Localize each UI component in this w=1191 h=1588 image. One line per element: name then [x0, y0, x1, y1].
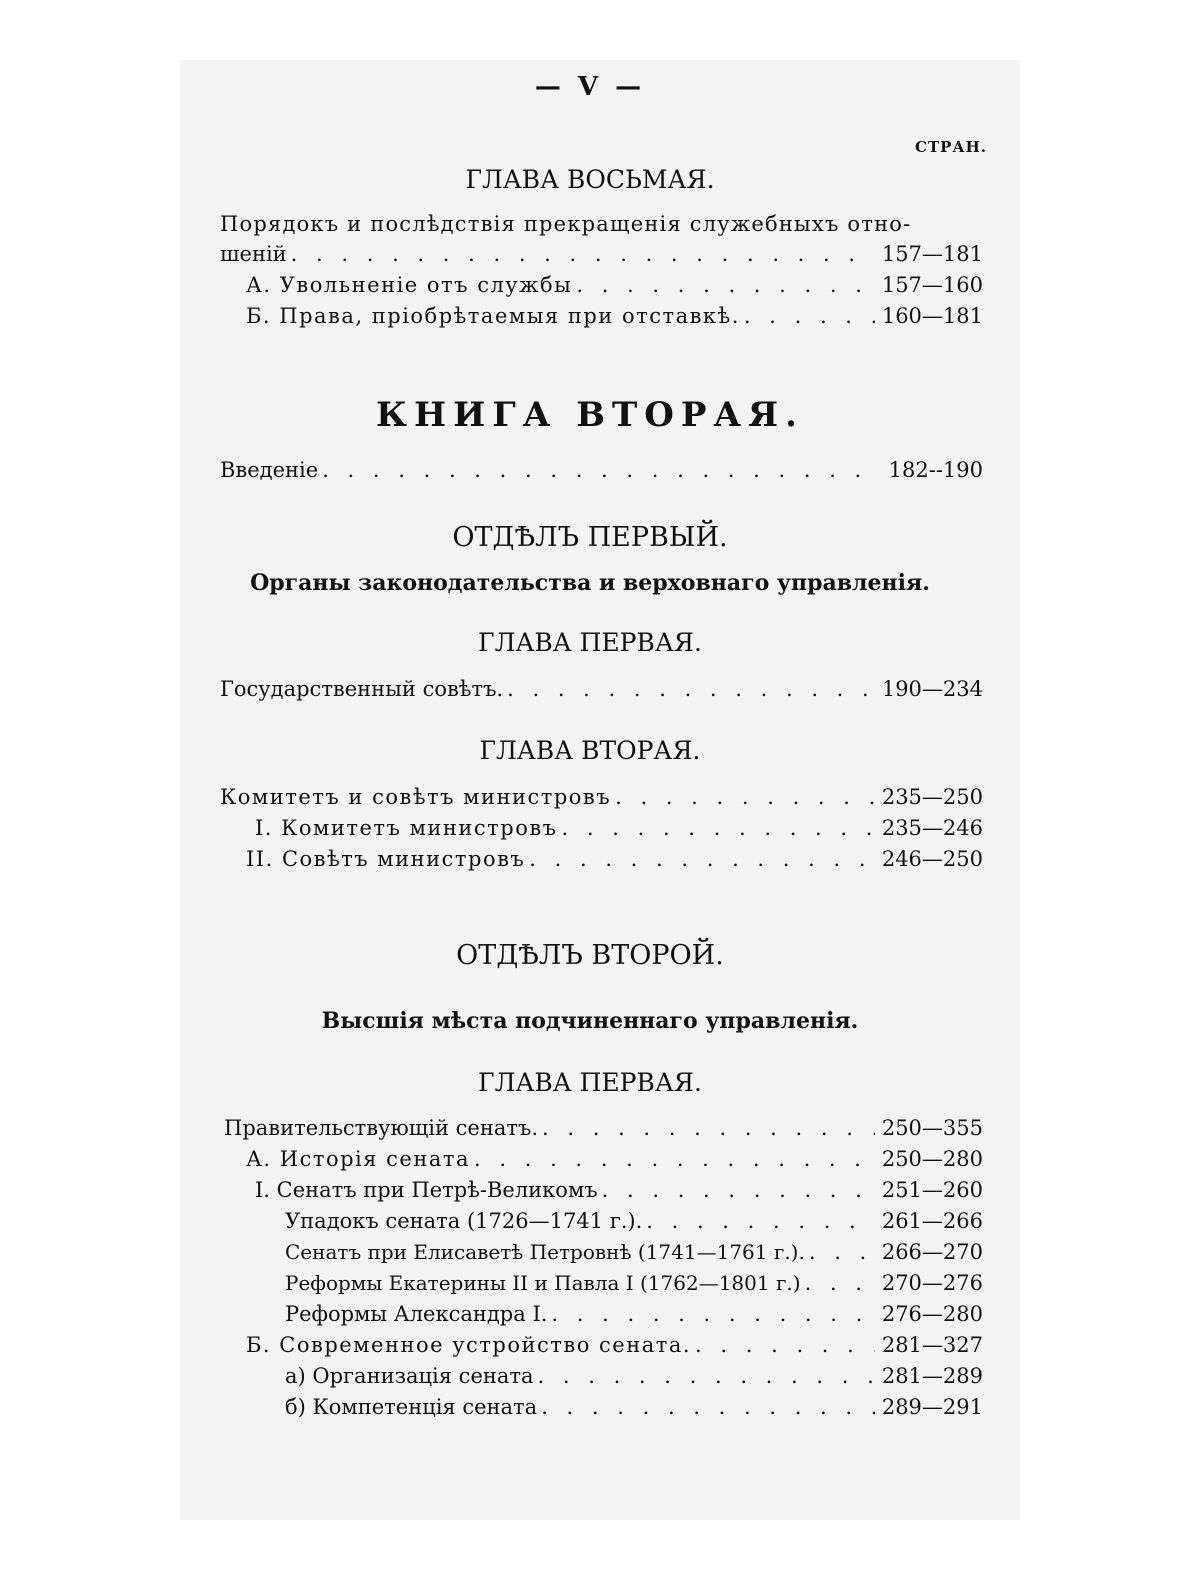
toc-entry-label: Б. Современное устройство сената. — [246, 1333, 692, 1357]
book-two-heading: КНИГА ВТОРАЯ. — [376, 395, 804, 435]
toc-page-range: 250—280 — [881, 1147, 983, 1171]
toc-entry[interactable] — [220, 458, 983, 488]
toc-entry[interactable] — [224, 1116, 983, 1146]
toc-entry-line: Порядокъ и послѣдствія прекращенія служебныхъ отно- — [220, 212, 912, 236]
toc-page-range: 160—181 — [881, 304, 983, 328]
chapter-heading: ГЛАВА ПЕРВАЯ. — [478, 628, 702, 657]
toc-entry-label: б) Компетенція сената — [285, 1395, 538, 1419]
dot-leader — [538, 1364, 875, 1388]
toc-entry-label: Сенатъ при Елисаветѣ Петровнѣ (1741—1761 г.). — [285, 1240, 805, 1264]
toc-entry[interactable] — [246, 847, 983, 877]
department-two-subtitle: Высшія мѣста подчиненнаго управленія. — [321, 1008, 859, 1034]
toc-entry-label: Введеніе — [220, 458, 319, 482]
toc-entry-label: I. Комитетъ министровъ — [255, 816, 558, 840]
toc-page-range: 266—270 — [881, 1240, 983, 1264]
dot-leader — [805, 1271, 875, 1295]
toc-page-range: 250—355 — [881, 1116, 983, 1140]
toc-entry-label: II. Совѣтъ министровъ — [246, 847, 526, 871]
toc-page-range: 182--190 — [888, 458, 983, 482]
toc-entry-label: Реформы Екатерины II и Павла I (1762—1801 г.) — [285, 1271, 801, 1295]
dot-leader — [507, 677, 875, 701]
toc-page-range: 281—289 — [881, 1364, 983, 1388]
toc-entry[interactable] — [285, 1240, 983, 1270]
toc-entry-label: А. Исторія сената — [246, 1147, 471, 1171]
toc-page-range: 251—260 — [881, 1178, 983, 1202]
toc-entry-label: Упадокъ сената (1726—1741 г.). — [285, 1209, 643, 1233]
toc-page-range: 157—160 — [881, 273, 983, 297]
toc-page-range: 289—291 — [881, 1395, 983, 1419]
toc-entry[interactable] — [285, 1395, 983, 1425]
dot-leader — [529, 847, 875, 871]
dot-leader — [744, 304, 875, 328]
toc-page-range: 235—246 — [881, 816, 983, 840]
toc-entry[interactable] — [285, 1209, 983, 1239]
dot-leader — [551, 1302, 875, 1326]
toc-page-range: 270—276 — [881, 1271, 983, 1295]
toc-entry[interactable] — [220, 785, 983, 815]
toc-entry[interactable] — [246, 273, 983, 303]
toc-entry[interactable] — [220, 677, 983, 707]
toc-entry-label: шеній — [220, 242, 287, 266]
toc-entry[interactable] — [246, 1147, 983, 1177]
department-one-heading: ОТДѢЛЪ ПЕРВЫЙ. — [452, 522, 728, 553]
toc-entry[interactable] — [285, 1302, 983, 1332]
dot-leader — [615, 785, 875, 809]
toc-entry-label: Реформы Александра I. — [285, 1302, 548, 1326]
page-folio: — V — — [534, 72, 646, 102]
toc-entry-label: Правительствующій сенатъ. — [224, 1116, 539, 1140]
dot-leader — [602, 1178, 875, 1202]
dot-leader — [809, 1240, 875, 1264]
chapter-eight-heading: ГЛАВА ВОСЬМАЯ. — [465, 165, 715, 194]
dot-leader — [562, 816, 875, 840]
toc-page-range: 157—181 — [881, 242, 983, 266]
page-column-label: СТРАН. — [915, 138, 987, 156]
department-one-subtitle: Органы законодательства и верховнаго управленія. — [250, 570, 930, 596]
toc-entry-label: Комитетъ и совѣтъ министровъ — [220, 785, 612, 809]
chapter-heading: ГЛАВА ПЕРВАЯ. — [478, 1068, 702, 1097]
dot-leader — [646, 1209, 875, 1233]
toc-entry-label: Государственный совѣтъ. — [220, 677, 504, 701]
toc-page-range: 281—327 — [881, 1333, 983, 1357]
toc-entry[interactable] — [246, 304, 983, 334]
toc-entry[interactable] — [255, 1178, 983, 1208]
toc-page-range: 261—266 — [881, 1209, 983, 1233]
department-two-heading: ОТДѢЛЪ ВТОРОЙ. — [456, 940, 724, 971]
toc-page-range: 246—250 — [881, 847, 983, 871]
toc-page-range: 235—250 — [881, 785, 983, 809]
toc-entry-label: Б. Права, пріобрѣтаемыя при отставкѣ. — [246, 304, 740, 328]
toc-entry[interactable] — [255, 816, 983, 846]
toc-page-range: 190—234 — [881, 677, 983, 701]
dot-leader — [291, 242, 875, 266]
dot-leader — [474, 1147, 875, 1171]
dot-leader — [541, 1395, 875, 1419]
toc-page-range: 276—280 — [881, 1302, 983, 1326]
dot-leader — [576, 273, 875, 297]
dot-leader — [322, 458, 875, 482]
toc-entry-label: I. Сенатъ при Петрѣ-Великомъ — [255, 1178, 598, 1202]
toc-entry-label: А. Увольненіе отъ службы — [246, 273, 573, 297]
toc-entry[interactable] — [285, 1364, 983, 1394]
toc-entry[interactable] — [285, 1271, 983, 1301]
chapter-heading: ГЛАВА ВТОРАЯ. — [479, 736, 701, 765]
dot-leader — [542, 1116, 875, 1140]
dot-leader — [695, 1333, 875, 1357]
toc-entry-label: а) Организація сената — [285, 1364, 534, 1388]
toc-entry[interactable] — [246, 1333, 983, 1363]
toc-entry[interactable] — [220, 242, 983, 272]
